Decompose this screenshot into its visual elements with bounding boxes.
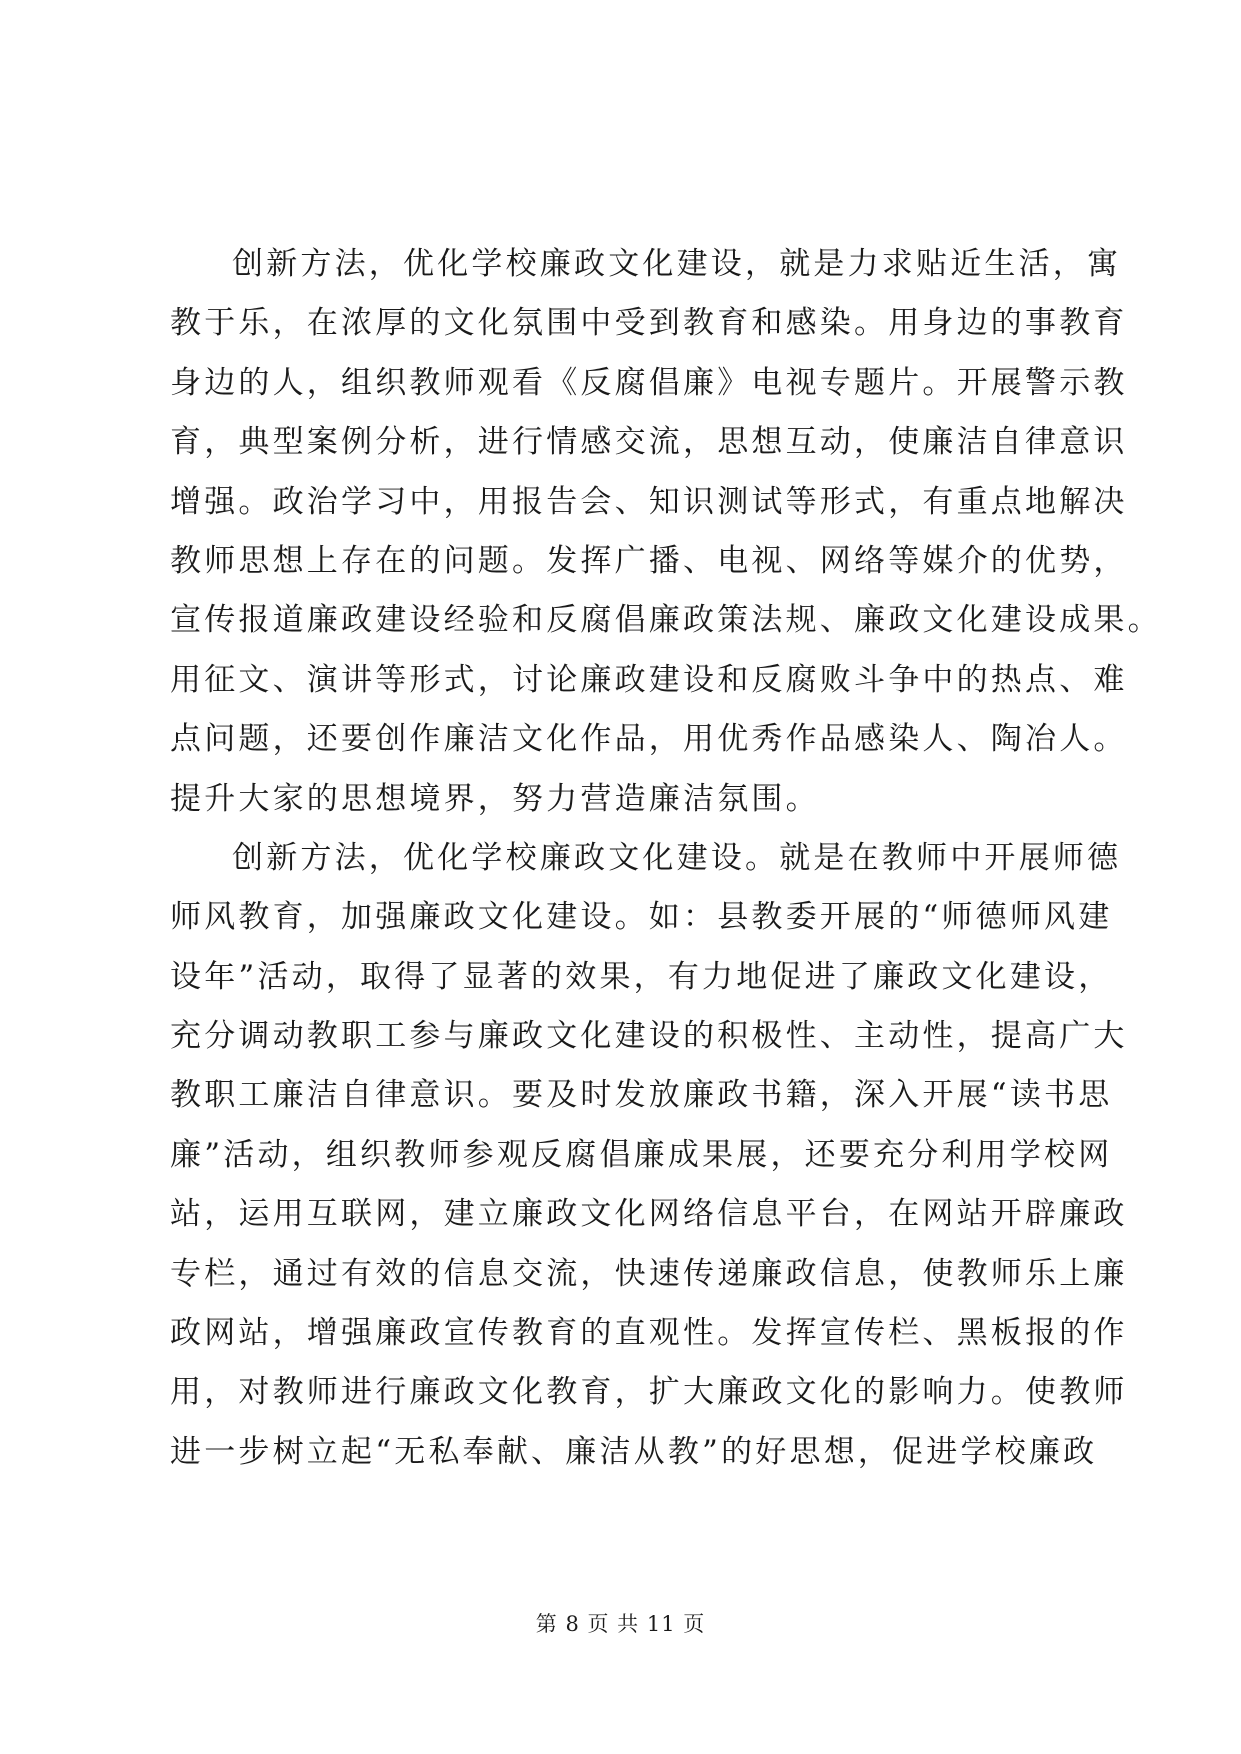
paragraph-1 [170, 235, 1162, 829]
text-line: 提升大家的思想境界，努力营造廉洁氛围。 [170, 780, 820, 817]
text-line: 创新方法，优化学校廉政文化建设，就是力求贴近生活，寓 [232, 246, 1122, 282]
text-line: 站，运用互联网，建立廉政文化网络信息平台，在网站开辟廉政 [170, 1196, 1128, 1233]
text-line: 点问题，还要创作廉洁文化作品，用优秀作品感染人、陶冶人。 [170, 721, 1128, 758]
text-line: 增强。政治学习中，用报告会、知识测试等形式，有重点地解决 [170, 483, 1128, 520]
body-text [170, 235, 1162, 1482]
text-line: 教职工廉洁自律意识。要及时发放廉政书籍，深入开展“读书思 [170, 1077, 1113, 1114]
text-line: 政网站，增强廉政宣传教育的直观性。发挥宣传栏、黑板报的作 [170, 1315, 1128, 1352]
text-line: 专栏，通过有效的信息交流，快速传递廉政信息，使教师乐上廉 [170, 1255, 1128, 1292]
text-line: 师风教育，加强廉政文化建设。如：县教委开展的“师德师风建 [170, 899, 1113, 936]
paragraph-2 [170, 829, 1128, 1482]
text-line: 教师思想上存在的问题。发挥广播、电视、网络等媒介的优势， [170, 542, 1128, 579]
text-line: 育，典型案例分析，进行情感交流，思想互动，使廉洁自律意识 [170, 424, 1128, 461]
text-line: 创新方法，优化学校廉政文化建设。就是在教师中开展师德 [232, 839, 1122, 876]
text-line: 宣传报道廉政建设经验和反腐倡廉政策法规、廉政文化建设成果。 [170, 602, 1162, 639]
text-line: 设年”活动，取得了显著的效果，有力地促进了廉政文化建设， [170, 958, 1113, 995]
text-line: 进一步树立起“无私奉献、廉洁从教”的好思想，促进学校廉政 [170, 1433, 1098, 1470]
text-line: 用征文、演讲等形式，讨论廉政建设和反腐败斗争中的热点、难 [170, 661, 1128, 698]
text-line: 廉”活动，组织教师参观反腐倡廉成果展，还要充分利用学校网 [170, 1136, 1113, 1173]
text-line: 充分调动教职工参与廉政文化建设的积极性、主动性，提高广大 [170, 1018, 1128, 1055]
text-line: 教于乐，在浓厚的文化氛围中受到教育和感染。用身边的事教育 [170, 305, 1128, 342]
text-line: 身边的人，组织教师观看《反腐倡廉》电视专题片。开展警示教 [170, 364, 1128, 401]
page-number-footer: 第 8 页 共 11 页 [535, 1612, 706, 1636]
text-line: 用，对教师进行廉政文化教育，扩大廉政文化的影响力。使教师 [170, 1374, 1128, 1411]
